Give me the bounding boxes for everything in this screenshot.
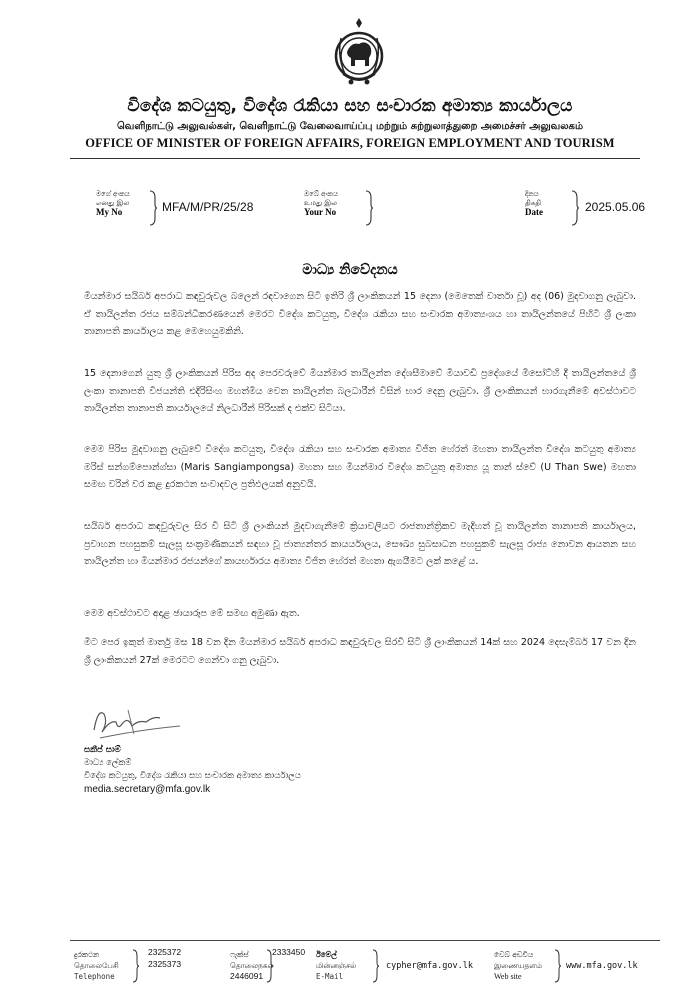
paragraph-5: මෙම අවස්ථාවට අදාළ ඡායාරූප මේ සමඟ අමුණා ඇත. [84, 608, 300, 619]
telephone-label-si: දුරකථන [74, 950, 100, 959]
footer-telephone [74, 949, 119, 982]
signatory-block [84, 744, 301, 796]
brace-icon [554, 949, 562, 983]
letterhead-sinhala: විදේශ කටයුතු, විදේශ රැකියා සහ සංචාරක අමාත්‍ය කාර්යාලය [127, 96, 573, 116]
my-no-label-en: My No [96, 207, 123, 217]
paragraph-1: මියන්මාර සයිබර් අපරාධ කඳවුරුවල බලෙන් රඳවාගෙන සිටි ඉතිරි ශ්‍රී ලාංකිකයන් 15 දෙනා (මෙතෙක් වාර්තා වූ) අද (06) මුදවාගනු ලැබුවා. ඒ තායිලන්ත රජය සම්බන්ධීකරණයෙන් මෙරට විදේශ කටයුතු, විදේශ රැකියා සහ සංචාරක අමාත්‍යංශය හා තායිලන්තයේ පිහිටි ශ්‍රී ලංකා තානාපති කාර්යාලය කළ මෙහෙයුමකිනි. [84, 291, 636, 337]
email-label-ta: மின்னஞ்சல் [316, 961, 357, 970]
website-label-en: Web site [494, 972, 522, 981]
letterhead-tamil: வெளிநாட்டு அலுவல்கள், வெளிநாட்டு வேலைவாய்ப்பு மற்றும் சுற்றுலாத்துறை அமைச்சர் அலுவலகம் [116, 121, 583, 132]
website-label-si: වෙබ් අඩවිය [494, 950, 534, 959]
paragraph-6: මීට පෙර ඉකුත් මාර්තු මස 18 වන දින මියන්මාර සයිබර් අපරාධ කඳවුරුවල සිරවී සිටි ශ්‍රී ලාංකිකයන් 14ක් සහ 2024 දෙසැම්බර් 17 වන දින ශ්‍රී ලාංකිකයන් 27ක් මෙරටට ගෙන්වා ගනු ලැබුවා. [84, 637, 636, 666]
fax-label-si: ෆැක්ස් [230, 950, 249, 959]
letterhead-english: OFFICE OF MINISTER OF FOREIGN AFFAIRS, FOREIGN EMPLOYMENT AND TOURISM [85, 136, 615, 150]
ref-date [525, 190, 646, 218]
your-no-label-en: Your No [304, 207, 337, 217]
footer-email-value[interactable]: cypher@mfa.gov.lk [386, 961, 473, 971]
telephone-label-en: Telephone [74, 972, 115, 981]
signatory-office: විදේශ කටයුතු, විදේශ රැකියා සහ සංචාරක අමාත්‍ය කාර්යාලය [84, 771, 301, 781]
paragraph-4: සයිබර් අපරාධ කඳවුරුවල සිර වී සිටි ශ්‍රී ලාංකියන් මුදවාගැනීමේ ක්‍රියාවලියට රාජතාන්ත්‍රිකව මැදිහත් වූ තායිලන්ත තානාපති කාර්යාලය, ප්‍රවාහන පහසුකම් සැලසූ සංක්‍රමණිකයන් සඳහා වූ ජාත්‍යන්තර කායර්යාලය, සෞඛ්‍ය සුබසාධන පහසුකම් සැලසූ රාජ්‍ය නොවන ආයතන සහ තායිලන්ත හා මියන්මාර රජයන්ගේ කායර්භාරය අමාත්‍ය විජිත හේරත් මහතා ඇගයීමට ලක් කළේ ය. [84, 521, 636, 567]
signatory-name: සකීප් සාම් [84, 745, 121, 755]
brace-icon [132, 949, 140, 983]
footer-contacts [70, 940, 660, 986]
document-title: මාධ්‍ය නිවේදනය [302, 262, 398, 278]
footer-email [316, 949, 356, 982]
fax-2: 2446091 [230, 971, 264, 981]
fax-1: 2333450 [272, 947, 306, 957]
signatory-designation: මාධ්‍ය ලේකම් [84, 758, 132, 768]
telephone-2: 2325373 [148, 959, 182, 969]
ref-your-no [304, 190, 338, 218]
brace-icon [570, 190, 580, 226]
telephone-1: 2325372 [148, 947, 182, 957]
my-no-label-ta: எனது இல [96, 199, 130, 207]
date-value: 2025.05.06 [585, 200, 646, 214]
my-no-value: MFA/M/PR/25/28 [162, 200, 254, 214]
header-divider [70, 158, 640, 159]
brace-icon [364, 190, 374, 226]
date-label-en: Date [525, 207, 543, 217]
sri-lanka-emblem-icon [333, 16, 385, 92]
email-label-si: ඊමේල් [316, 950, 337, 959]
my-no-label-si: මගේ අංකය [96, 190, 130, 198]
brace-icon [372, 949, 380, 983]
footer-website-value[interactable]: www.mfa.gov.lk [566, 961, 638, 971]
signatory-email: media.secretary@mfa.gov.lk [84, 784, 211, 795]
handwritten-signature [88, 700, 188, 745]
telephone-label-ta: தொலைபேசி [74, 961, 119, 970]
email-label-en: E-Mail [316, 972, 344, 981]
brace-icon [148, 190, 158, 226]
paragraph-3: මෙම පිරිස මුදවාගනු ලැබුවේ විදේශ කටයුතු, විදේශ රැකියා සහ සංචාරක අමාත්‍ය විජිත හේරත් මහතා තායිලන්ත විදේශ කටයුතු අමාත්‍ය මරිස් සන්ගම්පොන්ග්සා (Maris Sangiampongsa) මහතා සහ මියන්මාර විදේශ කටයුතු අමාත්‍ය යූ තාන් ස්වේ (U Than Swe) මහතා සමඟ වරින් වර කළ දුරකථන සංවාදවල ප්‍රතිඵලයක් අනුවයි. [84, 444, 636, 490]
date-label-si: දිනය [525, 190, 539, 198]
footer-website [494, 949, 542, 982]
website-label-ta: இணையதளம் [494, 961, 543, 970]
your-no-label-si: ඔබේ අංකය [304, 190, 338, 198]
date-label-ta: திகதி [525, 199, 541, 207]
your-no-label-ta: உமது இல [304, 199, 337, 207]
paragraph-2: 15 දෙනාගෙන් යුතු ශ්‍රී ලාංකිකයන් පිරිස අද පෙරවරුවේ මියන්මාර තායිලන්ත දේශසීමාවේ මියාවඩි ප්‍රදේශයේ මීසෝට්හි දී තායිලන්තයේ ශ්‍රී ලංකා තානාපති විජයන්ති එදිරිසිංහ මහත්මිය වෙත තායිලන්ත බලධාරීන් විසින් භාර දෙනු ලැබුවා. ශ්‍රී ලාංකිකයන් භාරගැනීමේ අවස්ථාවට තායිලන්ත තානාපති කාර්යාලයේ නිලධාරීන් පිරිසක් ද එක්ව සිටියා. [84, 368, 636, 414]
fax-label-ta: தொலைநகல் [230, 961, 274, 970]
ref-my-no [96, 190, 254, 218]
